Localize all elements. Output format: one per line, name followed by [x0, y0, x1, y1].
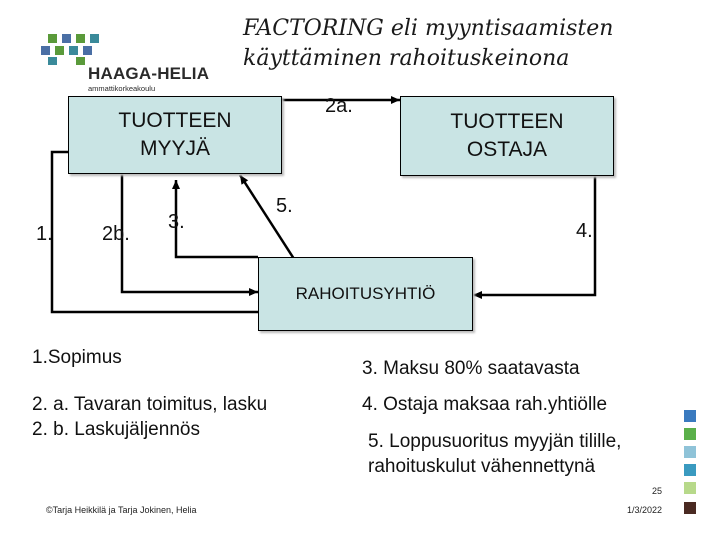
side-square-4: [684, 464, 696, 476]
legend-item-5-line-1: 5. Loppusuoritus myyjän tilille,: [368, 431, 622, 452]
legend-item-5-line-2: rahoituskulut vähennettynä: [368, 456, 596, 477]
title-line-2: käyttäminen rahoituskeinona: [243, 46, 570, 71]
footer-copyright: ©Tarja Heikkilä ja Tarja Jokinen, Helia: [46, 505, 197, 515]
arrow-1: [52, 152, 258, 312]
finance-label: RAHOITUSYHTIÖ: [295, 284, 436, 303]
seller-box: [68, 96, 282, 174]
side-square-5: [684, 482, 696, 494]
label-2b: 2b.: [102, 223, 130, 245]
legend-item-1: 1.Sopimus: [32, 347, 122, 368]
side-square-1: [684, 410, 696, 422]
logo-subtitle: ammattikorkeakoulu: [88, 84, 156, 93]
label-4: 4.: [576, 220, 593, 242]
arrow-3: [176, 180, 258, 257]
buyer-line-2: OSTAJA: [466, 138, 548, 161]
finance-box: [258, 257, 473, 331]
seller-line-2: MYYJÄ: [139, 137, 210, 160]
side-square-3: [684, 446, 696, 458]
seller-line-1: TUOTTEEN: [118, 109, 232, 132]
label-2a: 2a.: [325, 95, 353, 117]
title-line-1: FACTORING eli myyntisaamisten: [243, 16, 614, 41]
side-square-6: [684, 502, 696, 514]
footer-date: 1/3/2022: [627, 505, 663, 515]
buyer-box: [400, 96, 614, 176]
side-square-2: [684, 428, 696, 440]
page-number: 25: [652, 486, 663, 496]
legend-item-2a: 2. a. Tavaran toimitus, lasku: [32, 394, 268, 415]
legend-item-2b: 2. b. Laskujäljennös: [32, 419, 200, 440]
legend-item-3: 3. Maksu 80% saatavasta: [362, 358, 580, 379]
buyer-line-1: TUOTTEEN: [450, 110, 564, 133]
arrow-5: [240, 175, 296, 262]
arrow-2b: [122, 174, 258, 292]
label-3: 3.: [168, 211, 185, 233]
label-5: 5.: [276, 195, 293, 217]
label-1: 1.: [36, 223, 53, 245]
legend-item-4: 4. Ostaja maksaa rah.yhtiölle: [362, 394, 608, 415]
logo-name: HAAGA-HELIA: [88, 64, 210, 83]
